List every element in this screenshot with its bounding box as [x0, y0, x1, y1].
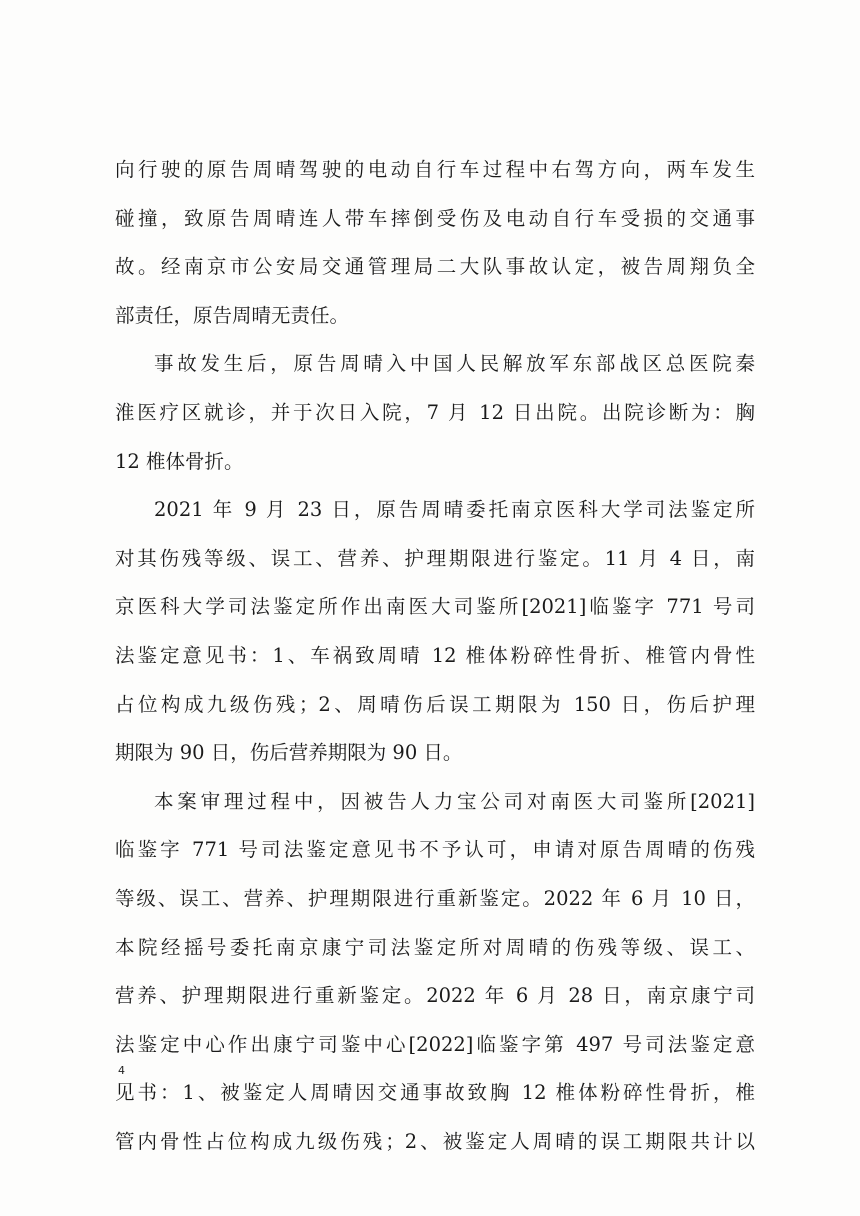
text-line: 法鉴定意见书：1、车祸致周晴 12 椎体粉碎性骨折、椎管内骨性 — [115, 643, 755, 667]
text-line: 事故发生后，原告周晴入中国人民解放军东部战区总医院秦 — [154, 352, 755, 376]
text-line: 12 椎体骨折。 — [115, 449, 244, 473]
text-line: 向行驶的原告周晴驾驶的电动自行车过程中右驾方向，两车发生 — [115, 158, 755, 181]
paragraph-4 — [115, 778, 755, 1167]
text-line: 京医科大学司法鉴定所作出南医大司鉴所[2021]临鉴字 771 号司 — [115, 595, 755, 619]
text-line: 碰撞，致原告周晴连人带车摔倒受伤及电动自行车受损的交通事 — [115, 206, 755, 230]
text-line: 部责任，原告周晴无责任。 — [115, 303, 350, 327]
text-line: 期限为 90 日，伤后营养期限为 90 日。 — [115, 741, 463, 765]
paragraph-2 — [115, 340, 755, 486]
text-line: 对其伤残等级、误工、营养、护理期限进行鉴定。11 月 4 日，南 — [115, 546, 755, 570]
text-line: 营养、护理期限进行重新鉴定。2022 年 6 月 28 日，南京康宁司 — [115, 984, 755, 1008]
page-number: 4 — [118, 1064, 125, 1077]
text-line: 本案审理过程中，因被告人力宝公司对南医大司鉴所[2021] — [154, 789, 755, 813]
text-line: 等级、误工、营养、护理期限进行重新鉴定。2022 年 6 月 10 日， — [115, 886, 755, 910]
paragraph-1 — [115, 146, 755, 340]
document-body — [115, 146, 755, 1166]
text-line: 淮医疗区就诊，并于次日入院，7 月 12 日出院。出院诊断为：胸 — [115, 400, 755, 424]
text-line: 见书：1、被鉴定人周晴因交通事故致胸 12 椎体粉碎性骨折，椎 — [115, 1081, 755, 1105]
text-line: 2021 年 9 月 23 日，原告周晴委托南京医科大学司法鉴定所 — [154, 498, 755, 522]
paragraph-3 — [115, 486, 755, 778]
text-line: 管内骨性占位构成九级伤残；2、被鉴定人周晴的误工期限共计以 — [115, 1129, 755, 1153]
text-line: 故。经南京市公安局交通管理局二大队事故认定，被告周翔负全 — [115, 255, 755, 279]
text-line: 临鉴字 771 号司法鉴定意见书不予认可，申请对原告周晴的伤残 — [115, 838, 755, 862]
text-line: 本院经摇号委托南京康宁司法鉴定所对周晴的伤残等级、误工、 — [115, 935, 755, 959]
text-line: 法鉴定中心作出康宁司鉴中心[2022]临鉴字第 497 号司法鉴定意 — [115, 1032, 755, 1056]
text-line: 占位构成九级伤残；2、周晴伤后误工期限为 150 日，伤后护理 — [115, 692, 755, 716]
